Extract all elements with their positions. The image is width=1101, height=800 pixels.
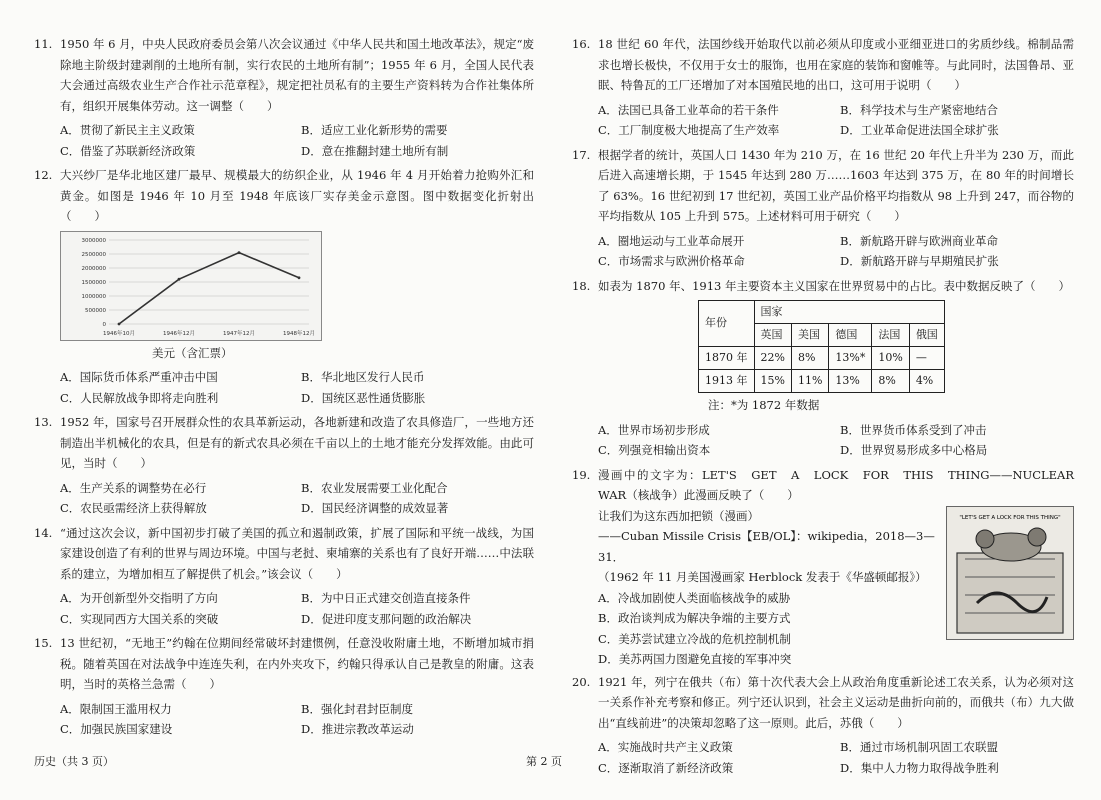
option-c: C．农民亟需经济上获得解放 (60, 501, 207, 515)
options (598, 100, 1074, 141)
cartoon-title: 让我们为这东西加把锁（漫画） (598, 508, 759, 523)
y-tick-label: 2500000 (81, 251, 106, 258)
table-row (699, 347, 945, 370)
year-cell: 1870 年 (699, 347, 755, 370)
option-c: C．人民解放战争即将走向胜利 (60, 390, 219, 405)
data-point (298, 276, 301, 279)
table-note: 注：*为 1872 年数据 (708, 398, 820, 412)
cartoon-source-note: （1962 年 11 月美国漫画家 Herblock 发表于《华盛顿邮报》） (598, 570, 927, 584)
option-b: B．科学技术与生产紧密地结合 (840, 102, 998, 117)
question-number: 12. (34, 168, 53, 182)
option-b: B．政治谈判成为解决争端的主要方式 (598, 611, 791, 625)
question-13 (34, 412, 534, 519)
question-number: 17. (572, 147, 591, 162)
question-14 (34, 523, 534, 630)
option-b: B．为中日正式建交创造直接条件 (301, 591, 471, 605)
question-16 (572, 34, 1074, 141)
option-c: C．市场需求与欧洲价格革命 (598, 254, 745, 268)
question-number: 14. (34, 525, 53, 540)
usd-holdings-chart (60, 231, 322, 341)
cartoon-image (946, 506, 1074, 640)
question-number: 13. (34, 415, 53, 429)
data-point (118, 322, 121, 325)
question-number: 20. (572, 674, 591, 689)
question-11 (34, 34, 534, 161)
option-d: D．美苏两国力图避免直接的军事冲突 (598, 652, 792, 666)
country-cell: 美国 (791, 324, 828, 347)
value-cell: 11% (791, 370, 828, 393)
chart-caption: 美元（含汇票） (152, 345, 233, 360)
question-20 (572, 672, 1074, 779)
country-cell: 英国 (754, 324, 791, 347)
option-b: B．华北地区发行人民币 (301, 370, 425, 384)
option-a: A．贯彻了新民主主义政策 (60, 123, 195, 137)
cartoon-source: ——Cuban Missile Crisis【EB/OL】：wikipedia，2018—3—31． (598, 529, 935, 564)
crate-shape (957, 553, 1063, 633)
y-tick-label: 2000000 (81, 265, 106, 272)
option-d: D．国民经济调整的成效显著 (301, 501, 449, 515)
question-stem: 如表为 1870 年、1913 年主要资本主义国家在世界贸易中的占比。表中数据反映了（ ） (598, 278, 1070, 293)
value-cell: 22% (754, 347, 791, 370)
option-d: D．意在推翻封建土地所有制 (301, 143, 449, 158)
options (598, 231, 1074, 272)
option-a: A．世界市场初步形成 (598, 422, 710, 437)
option-d: D．促进印度支那问题的政治解决 (301, 611, 472, 626)
option-d: D．推进宗教改革运动 (301, 722, 414, 736)
table-header-row (699, 301, 945, 324)
options (60, 478, 534, 519)
question-12 (34, 165, 534, 408)
value-cell: 4% (909, 370, 944, 393)
value-cell: 8% (791, 347, 828, 370)
option-d: D．集中人力物力取得战争胜利 (840, 760, 999, 775)
option-a: A．冷战加剧使人类面临核战争的威胁 (598, 590, 791, 605)
question-stem: 根据学者的统计，英国人口 1430 年为 210 万，在 16 世纪 20 年代上升半为 230 万，而此后进入高速增长期，于 1545 年达到 280 万……1603 年达到 375 万，在 80 年的时间增长了 63%。16 世纪初到 17 世纪初，英国工业产品价格平均指数从 98 上升到 247，而谷物的平均指数从 105 上升到 575。上述材料可用于研究（ ） (598, 147, 1074, 223)
value-cell: 13% (829, 370, 872, 393)
trade-share-table (698, 300, 945, 393)
question-stem: 13 世纪初，“无地王”约翰在位期间经常破坏封建惯例，任意没收附庸土地，不断增加城市捐税。随着英国在对法战争中连连失利，在内外夹攻下，约翰只得承认自己是教皇的附庸。这表明，当时的英格兰急需（ ） (60, 636, 534, 691)
value-cell: 8% (872, 370, 909, 393)
country-cell: 法国 (872, 324, 909, 347)
option-a: A．国际货币体系严重冲击中国 (60, 370, 218, 384)
country-cell: 俄国 (909, 324, 944, 347)
question-stem: “通过这次会议，新中国初步打破了美国的孤立和遏制政策，扩展了国际和平统一战线，为国家建设创造了有利的世界与周边环境。中国与老挝、柬埔寨的关系也有了良好开端……中法联系的建立，为增加相互了解提供了机会。”该会议（ ） (60, 525, 534, 581)
y-tick-label: 1000000 (81, 293, 106, 300)
option-a: A．限制国王滥用权力 (60, 701, 172, 716)
options (598, 420, 1074, 461)
question-stem: 1950 年 6 月，中央人民政府委员会第八次会议通过《中华人民共和国土地改革法》，规定“废除地主阶级封建剥削的土地所有制，实行农民的土地所有制”；1955 年 6 月，全国人民代表大会通过高级农业生产合作社示范章程》，规定把社员私有的主要生产资料转为合作社集体所有，组织开展集体劳动。这一调整（ ） (60, 37, 534, 113)
question-stem: 大兴纱厂是华北地区建厂最早、规模最大的纺织企业，从 1946 年 4 月开始着力抢购外汇和黄金。如图是 1946 年 10 月至 1948 年底该厂实存美金示意图。图中数据变化折射出（ ） (60, 168, 534, 223)
question-18 (572, 276, 1074, 461)
option-d: D．国统区恶性通货膨胀 (301, 390, 426, 405)
cartoon-caption: "LET'S GET A LOCK FOR THIS THING" (959, 514, 1061, 521)
question-number: 18. (572, 278, 591, 293)
options (60, 699, 534, 740)
question-number: 11. (34, 37, 53, 51)
option-d: D．新航路开辟与早期殖民扩张 (840, 254, 999, 268)
option-b: B．新航路开辟与欧洲商业革命 (840, 233, 998, 248)
option-b: B．世界货币体系受到了冲击 (840, 422, 987, 437)
right-column (572, 34, 1086, 782)
option-c: C．美苏尝试建立冷战的危机控制机制 (598, 631, 791, 646)
option-a: A．法国已具备工业革命的若干条件 (598, 102, 779, 117)
option-a: A．生产关系的调整势在必行 (60, 480, 207, 495)
series-line (119, 252, 299, 323)
footer-subject: 历史（共 3 页） (34, 755, 114, 768)
q19-text (598, 506, 942, 670)
option-a: A．实施战时共产主义政策 (598, 740, 733, 754)
question-number: 19. (572, 467, 591, 482)
option-b: B．农业发展需要工业化配合 (301, 480, 448, 495)
question-15 (34, 633, 534, 740)
data-point (178, 277, 181, 280)
question-19 (572, 465, 1086, 670)
option-a: A．为开创新型外交指明了方向 (60, 591, 218, 605)
option-d: D．工业革命促进法国全球扩张 (840, 123, 999, 137)
year-cell: 1913 年 (699, 370, 755, 393)
q19-body (598, 506, 1074, 670)
table-row (699, 370, 945, 393)
option-c: C．列强竞相输出资本 (598, 443, 711, 457)
question-number: 15. (34, 636, 53, 650)
country-header: 国家 (754, 301, 944, 324)
line-chart-svg (61, 232, 321, 340)
question-stem: 漫画中的文字为：LET'S GET A LOCK FOR THIS THING——NUCLEAR WAR（核战争）此漫画反映了（ ） (598, 467, 1086, 502)
options (60, 367, 534, 408)
options (598, 737, 1074, 778)
x-tick-label: 1946年10月 (103, 330, 135, 337)
options (60, 120, 534, 161)
question-stem: 18 世纪 60 年代，法国纱线开始取代以前必须从印度或小亚细亚进口的劣质纱线。棉制品需求也增长极快，不仅用于女士的服饰，也用在家庭的装饰和窗帷等。与此同时，法国鲁昂、亚眠、特鲁瓦的工厂还增加了对本国殖民地的出口，这可用于说明（ ） (598, 37, 1074, 92)
question-number: 16. (572, 37, 591, 51)
y-tick-label: 1500000 (81, 279, 106, 286)
x-tick-label: 1948年12月 (283, 330, 315, 337)
option-c: C．借鉴了苏联新经济政策 (60, 143, 196, 158)
option-d: D．世界贸易形成多中心格局 (840, 443, 988, 457)
cartoon-drawing (947, 507, 1073, 639)
option-b: B．强化封君封臣制度 (301, 701, 413, 716)
option-b: B．适应工业化新形势的需要 (301, 123, 448, 137)
question-stem: 1952 年，国家号召开展群众性的农具革新运动，各地新建和改造了农具修造厂，一些地方还制造出半机械化的农具，但是有的新式农具必须在千亩以上的土地才能充分发挥效能。由此可见，当时（ ） (60, 415, 534, 470)
option-c: C．加强民族国家建设 (60, 722, 173, 736)
options (60, 588, 534, 629)
value-cell: 10% (872, 347, 909, 370)
y-tick-label: 3000000 (81, 237, 106, 244)
left-column (34, 34, 534, 744)
option-a: A．圈地运动与工业革命展开 (598, 233, 745, 248)
year-header: 年份 (699, 301, 755, 347)
option-c: C．实现同西方大国关系的突破 (60, 611, 219, 626)
y-tick-label: 0 (102, 321, 106, 328)
footer-page-number: 第 2 页 (526, 755, 562, 768)
y-tick-label: 500000 (85, 307, 106, 314)
x-tick-label: 1947年12月 (223, 330, 255, 337)
option-c: C．工厂制度极大地提高了生产效率 (598, 123, 780, 137)
value-cell: 15% (754, 370, 791, 393)
question-stem: 1921 年，列宁在俄共（布）第十次代表大会上从政治角度重新论述工农关系，认为必须对这一关系作补充考察和修正。列宁还认识到，社会主义运动是曲折向前的，而俄共（布）九大做出“直线前进”的决策却忽略了这一原则。此后，苏俄（ ） (598, 674, 1074, 730)
question-17 (572, 145, 1074, 272)
value-cell: 13%* (829, 347, 872, 370)
option-b: B．通过市场机制巩固工农联盟 (840, 740, 998, 754)
value-cell: — (909, 347, 944, 370)
x-tick-label: 1946年12月 (163, 330, 195, 337)
country-cell: 德国 (829, 324, 872, 347)
option-c: C．逐渐取消了新经济政策 (598, 760, 734, 775)
data-point (238, 251, 241, 254)
